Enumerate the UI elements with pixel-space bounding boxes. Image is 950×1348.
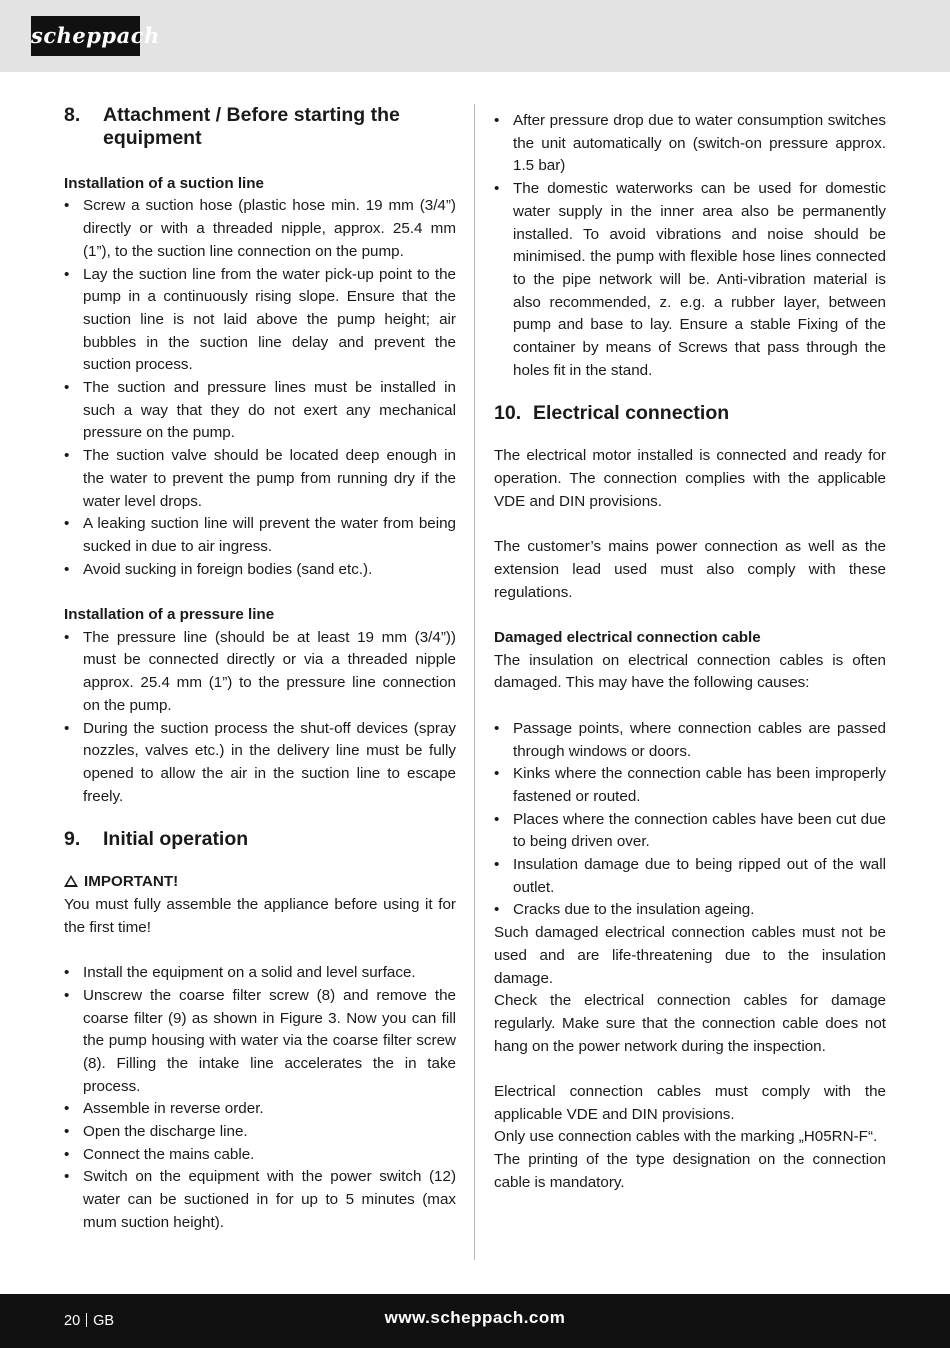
list-item: • Insulation damage due to being ripped out of the wall outlet.: [494, 854, 886, 899]
pressure-line-list: [64, 627, 456, 809]
page-header: [0, 0, 950, 72]
left-column: [64, 104, 456, 1235]
right-column: [494, 110, 886, 1195]
spacer: [64, 808, 456, 828]
section-8-title: Attachment / Before starting the equipment: [103, 104, 400, 149]
paragraph: The insulation on electrical connection cables is often damaged. This may have the following causes:: [494, 651, 886, 692]
paragraph: The electrical motor installed is connected and ready for operation. The connection complies with the applicable VDE and DIN provisions.: [494, 447, 886, 510]
section-8-heading: [64, 104, 456, 150]
column-divider: [474, 104, 475, 1260]
section-9-title: Initial operation: [103, 828, 249, 851]
pressure-line-heading: Installation of a pressure line: [64, 606, 275, 624]
paragraph: The customer’s mains power connection as well as the extension lead used must also comply with these regulations.: [494, 538, 886, 601]
important-notice: [64, 871, 456, 894]
scheppach-logo: scheppach: [31, 16, 140, 56]
spacer: [64, 939, 456, 962]
list-item: • Passage points, where connection cables are passed through windows or doors.: [494, 718, 886, 763]
paragraph: Check the electrical connection cables for damage regularly. Make sure that the connection cable does not hang on the power network during the inspection.: [494, 992, 886, 1055]
page-footer: [0, 1294, 950, 1348]
suction-line-list: [64, 195, 456, 581]
list-item: • Switch on the equipment with the power switch (12) water can be suctioned in for up to 5 minutes (max mum suction height).: [64, 1166, 456, 1234]
list-item: • The pressure line (should be at least 19 mm (3/4”)) must be connected directly or via a threaded nipple approx. 25.4 mm (1”) to the pressure line connection on the pump.: [64, 627, 456, 718]
page-number: 20: [64, 1313, 81, 1329]
paragraph: Only use connection cables with the marking „H05RN-F“.: [494, 1128, 878, 1146]
spacer: [64, 581, 456, 604]
list-item: • Assemble in reverse order.: [64, 1098, 456, 1121]
section-9-number: 9.: [64, 828, 81, 851]
suction-line-heading: Installation of a suction line: [64, 174, 264, 192]
list-item: • Avoid sucking in foreign bodies (sand etc.).: [64, 559, 456, 582]
list-item: • Cracks due to the insulation ageing.: [494, 899, 886, 922]
section-10-title: Electrical connection: [533, 402, 730, 425]
section-10-number: 10.: [494, 402, 522, 425]
damaged-cable-heading: Damaged electrical connection cable: [494, 629, 761, 647]
operation-notes-list: [494, 110, 886, 382]
spacer: [64, 851, 456, 871]
spacer: [494, 514, 886, 537]
paragraph: Such damaged electrical connection cables must not be used and are life-threatening due to the insulation damage.: [494, 924, 886, 987]
website-link[interactable]: www.scheppach.com: [384, 1308, 566, 1327]
damage-causes-list: [494, 718, 886, 922]
list-item: • Connect the mains cable.: [64, 1144, 456, 1167]
paragraph: Electrical connection cables must comply with the applicable VDE and DIN provisions.: [494, 1083, 886, 1123]
section-9-heading: [64, 828, 456, 851]
list-item: • Install the equipment on a solid and level surface.: [64, 962, 456, 985]
list-item: • Lay the suction line from the water pick-up point to the pump in a continuously rising slope. Ensure that the suction line is not laid above the pump height; air bubbles in the suction line delay and prevent the suction process.: [64, 264, 456, 378]
warning-icon: [64, 875, 78, 887]
list-item: • During the suction process the shut-off devices (spray nozzles, valves etc.) in the delivery line must be fully opened to allow the air in the suction line to escape freely.: [64, 718, 456, 809]
list-item: • Open the discharge line.: [64, 1121, 456, 1144]
spacer: [494, 382, 886, 402]
list-item: • The suction and pressure lines must be installed in such a way that they do not exert any mechanical pressure on the pump.: [64, 377, 456, 445]
list-item: • Places where the connection cables have been cut due to being driven over.: [494, 809, 886, 854]
spacer: [494, 695, 886, 718]
spacer: [494, 1058, 886, 1081]
paragraph: The printing of the type designation on the connection cable is mandatory.: [494, 1151, 886, 1191]
list-item: • Unscrew the coarse filter screw (8) and remove the coarse filter (9) as shown in Figure 3. Now you can fill the pump housing with water via the coarse filter screw (8). Filling the intake line accelerates the in take process.: [64, 985, 456, 1099]
section-8-number: 8.: [64, 104, 81, 126]
list-item: • The domestic waterworks can be used for domestic water supply in the inner area also be permanently installed. To avoid vibrations and noise should be minimised. the pump with flexible hose lines connected to the pipe network will be. Anti-vibration material is also recommended, z. e.g. a rubber layer, between pump and base to lay. Ensure a stable Fixing of the container by means of Screws that pass through the holes fit in the stand.: [494, 178, 886, 382]
list-item: • After pressure drop due to water consumption switches the unit automatically on (switch-on pressure approx. 1.5 bar): [494, 110, 886, 178]
spacer: [494, 425, 886, 445]
language-code: GB: [93, 1313, 115, 1329]
important-label: IMPORTANT!: [84, 873, 179, 891]
important-text: You must fully assemble the appliance before using it for the first time!: [64, 896, 456, 936]
list-item: • A leaking suction line will prevent the water from being sucked in due to air ingress.: [64, 513, 456, 558]
list-item: • The suction valve should be located deep enough in the water to prevent the pump from running dry if the water level drops.: [64, 445, 456, 513]
spacer: [64, 150, 456, 173]
section-10-heading: [494, 402, 886, 425]
list-item: • Screw a suction hose (plastic hose min. 19 mm (3/4”) directly or with a threaded nipple, approx. 25.4 mm (1”), to the suction line connection on the pump.: [64, 195, 456, 263]
spacer: [494, 604, 886, 627]
initial-operation-list: [64, 962, 456, 1234]
list-item: • Kinks where the connection cable has been improperly fastened or routed.: [494, 763, 886, 808]
